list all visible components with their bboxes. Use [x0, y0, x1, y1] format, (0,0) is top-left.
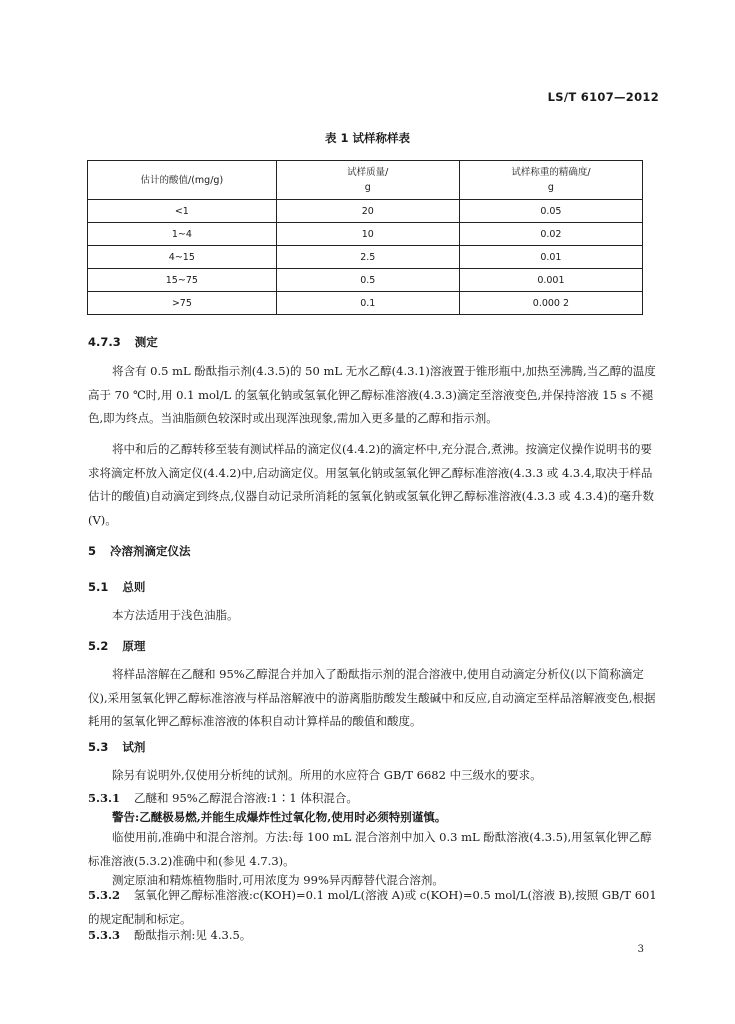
table-cell: 0.1 [276, 292, 459, 315]
table-cell: 2.5 [276, 246, 459, 269]
clause-5-3-3: 5.3.3 酚酞指示剂:见 4.3.5。 [88, 928, 252, 942]
table-row [88, 269, 643, 292]
column-header: 试样称重的精确度/ g [459, 161, 642, 200]
page-number: 3 [637, 944, 644, 955]
table-cell: 0.001 [459, 269, 642, 292]
section-heading-5-2: 5.2 原理 [88, 639, 146, 653]
paragraph: 将样品溶解在乙醚和 95%乙醇混合并加入了酚酞指示剂的混合溶液中,使用自动滴定分析仪(以下简称滴定仪),采用氢氧化钾乙醇标准溶液与样品溶解液中的游离脂肪酸发生酸碱中和反应,自动滴定至样品溶解液变色,根据耗用的氢氧化钾乙醇标准溶液的体积自动计算样品的酸值和酸度。 [88, 667, 656, 729]
column-header: 估计的酸值/(mg/g) [88, 161, 277, 200]
table-cell: 1~4 [88, 223, 277, 246]
table-row [88, 292, 643, 315]
table-row [88, 200, 643, 223]
section-heading-5: 5 冷溶剂滴定仪法 [88, 544, 191, 558]
table-row [88, 246, 643, 269]
clause-5-3-2: 5.3.2 氢氧化钾乙醇标准溶液:c(KOH)=0.1 mol/L(溶液 A)或 c(KOH)=0.5 mol/L(溶液 B),按照 GB/T 601 的规定配制和标定。 [88, 888, 657, 926]
table-cell: 4~15 [88, 246, 277, 269]
paragraph: 除另有说明外,仅使用分析纯的试剂。所用的水应符合 GB/T 6682 中三级水的要求。 [112, 768, 542, 782]
table-cell: 15~75 [88, 269, 277, 292]
table-header-row [88, 161, 643, 200]
table-row [88, 223, 643, 246]
table-cell: 0.01 [459, 246, 642, 269]
section-heading-5-1: 5.1 总则 [88, 580, 146, 594]
table-cell: 0.02 [459, 223, 642, 246]
table-cell: 10 [276, 223, 459, 246]
table-cell: >75 [88, 292, 277, 315]
table-cell: 0.000 2 [459, 292, 642, 315]
paragraph: 本方法适用于浅色油脂。 [112, 608, 239, 622]
section-heading-5-3: 5.3 试剂 [88, 740, 146, 754]
table-cell: 0.5 [276, 269, 459, 292]
sample-weight-table [87, 160, 643, 315]
table-cell: 20 [276, 200, 459, 223]
section-heading-4-7-3: 4.7.3 测定 [88, 335, 158, 349]
warning-text: 警告:乙醚极易燃,并能生成爆炸性过氧化物,使用时必须特别谨慎。 [112, 810, 447, 824]
clause-5-3-1: 5.3.1 乙醚和 95%乙醇混合溶液:1∶1 体积混合。 [88, 791, 358, 805]
column-header: 试样质量/ g [276, 161, 459, 200]
paragraph: 将中和后的乙醇转移至装有测试样品的滴定仪(4.4.2)的滴定杯中,充分混合,煮沸。按滴定仪操作说明书的要求将滴定杯放入滴定仪(4.4.2)中,启动滴定仪。用氢氧化钠或氢氧化钾乙醇标准溶液(4.3.3 或 4.3.4,取决于样品估计的酸值)自动滴定到终点,仪器自动记录所消耗的氢氧化钠或氢氧化钾乙醇标准溶液(4.3.3 或 4.3.4)的毫升数(V)。 [88, 442, 654, 527]
paragraph: 测定原油和精炼植物脂时,可用浓度为 99%异丙醇替代混合溶剂。 [112, 873, 444, 887]
standard-code: LS/T 6107—2012 [547, 90, 659, 104]
paragraph: 将含有 0.5 mL 酚酞指示剂(4.3.5)的 50 mL 无水乙醇(4.3.1)溶液置于锥形瓶中,加热至沸腾,当乙醇的温度高于 70 ℃时,用 0.1 mol/L 的氢氧化钠或氢氧化钾乙醇标准溶液(4.3.3)滴定至溶液变色,并保持溶液 15 s 不褪色,即为终点。当油脂颜色较深时或出现浑浊现象,需加入更多量的乙醇和指示剂。 [88, 364, 656, 426]
table-cell: 0.05 [459, 200, 642, 223]
paragraph: 临使用前,准确中和混合溶剂。方法:每 100 mL 混合溶剂中加入 0.3 mL 酚酞溶液(4.3.5),用氢氧化钾乙醇标准溶液(5.3.2)准确中和(参见 4.7.3)。 [88, 830, 652, 868]
table-cell: <1 [88, 200, 277, 223]
table-caption: 表 1 试样称样表 [324, 131, 410, 145]
